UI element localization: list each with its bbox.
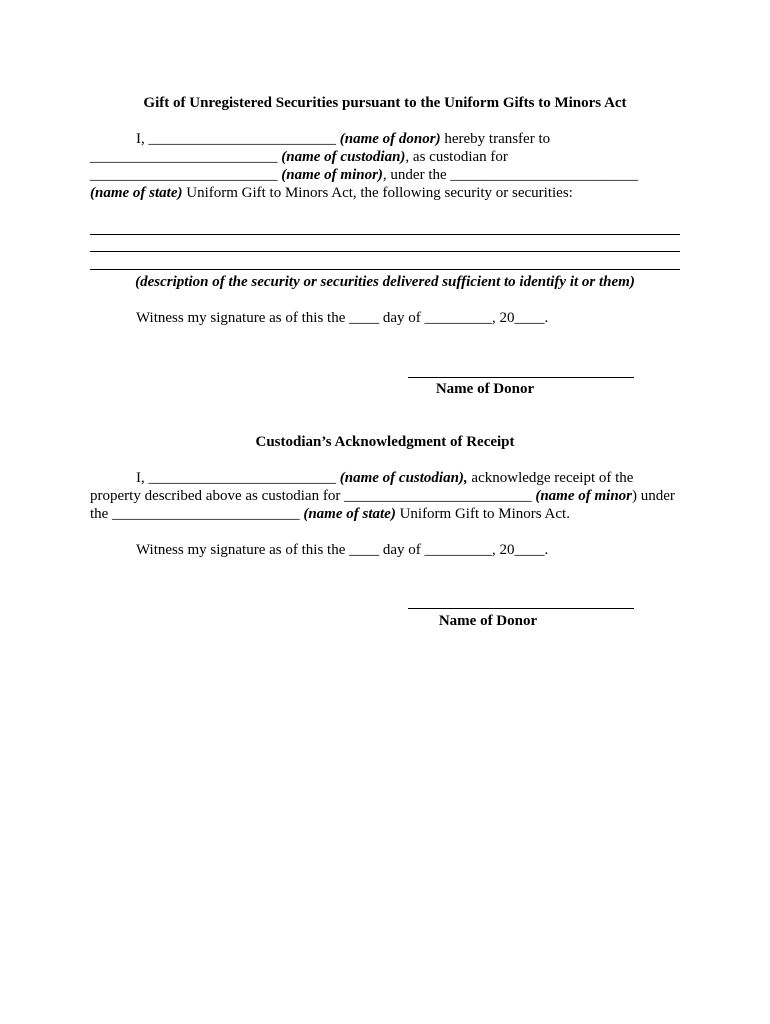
security-description-line-1 [90, 234, 680, 235]
transfer-line-3 [90, 166, 638, 184]
acknowledgment-line-3 [90, 505, 570, 523]
custodian-name-blank: _________________________ [90, 149, 282, 165]
donor-signature-label-1: Name of Donor [435, 381, 535, 397]
donor-signature-line-1 [408, 377, 634, 378]
state-name-label-2: (name of state) [303, 506, 396, 522]
donor-signature-line-2 [408, 608, 634, 609]
state-blank-text: , under the _________________________ [382, 167, 638, 183]
custodian-name-label: (name of custodian) [281, 149, 406, 165]
minor-name-label: (name of minor) [281, 167, 383, 183]
under-text: ) under [632, 488, 675, 504]
act-text-2: Uniform Gift to Minors Act. [395, 506, 570, 522]
minor-name-blank: _________________________ [90, 167, 282, 183]
acknowledgment-line-2 [90, 487, 675, 505]
donor-name-label: (name of donor) [339, 131, 441, 147]
witness-line-2: Witness my signature as of this the ____ day of _________, 20____. [136, 542, 549, 558]
donor-name-blank: I, _________________________ [136, 131, 340, 147]
state-name-label: (name of state) [90, 185, 183, 201]
transfer-line-1 [136, 130, 550, 148]
minor-name-label-2: (name of minor [535, 488, 633, 504]
security-description-line-2 [90, 251, 680, 252]
donor-signature-label-2: Name of Donor [438, 613, 538, 629]
securities-caption: (description of the security or securities delivered sufficient to identify it or them) [135, 274, 635, 290]
transfer-line-4 [90, 184, 573, 202]
security-description-line-3 [90, 269, 680, 270]
document-title: Gift of Unregistered Securities pursuant to the Uniform Gifts to Minors Act [143, 95, 627, 111]
witness-line-1: Witness my signature as of this the ____ day of _________, 20____. [136, 310, 549, 326]
custodian-name-blank-2: I, _________________________ [136, 470, 340, 486]
acknowledge-text: acknowledge receipt of the [467, 470, 634, 486]
act-text: Uniform Gift to Minors Act, the following security or securities: [182, 185, 573, 201]
state-name-blank-2: the _________________________ [90, 506, 304, 522]
custodian-name-label-2: (name of custodian), [339, 470, 468, 486]
acknowledgment-line-1 [136, 469, 633, 487]
acknowledgment-heading: Custodian’s Acknowledgment of Receipt [255, 434, 515, 450]
minor-name-blank-2: property described above as custodian for _________________________ [90, 488, 536, 504]
transfer-text: hereby transfer to [440, 131, 551, 147]
transfer-line-2 [90, 148, 508, 166]
custodian-text: , as custodian for [405, 149, 508, 165]
